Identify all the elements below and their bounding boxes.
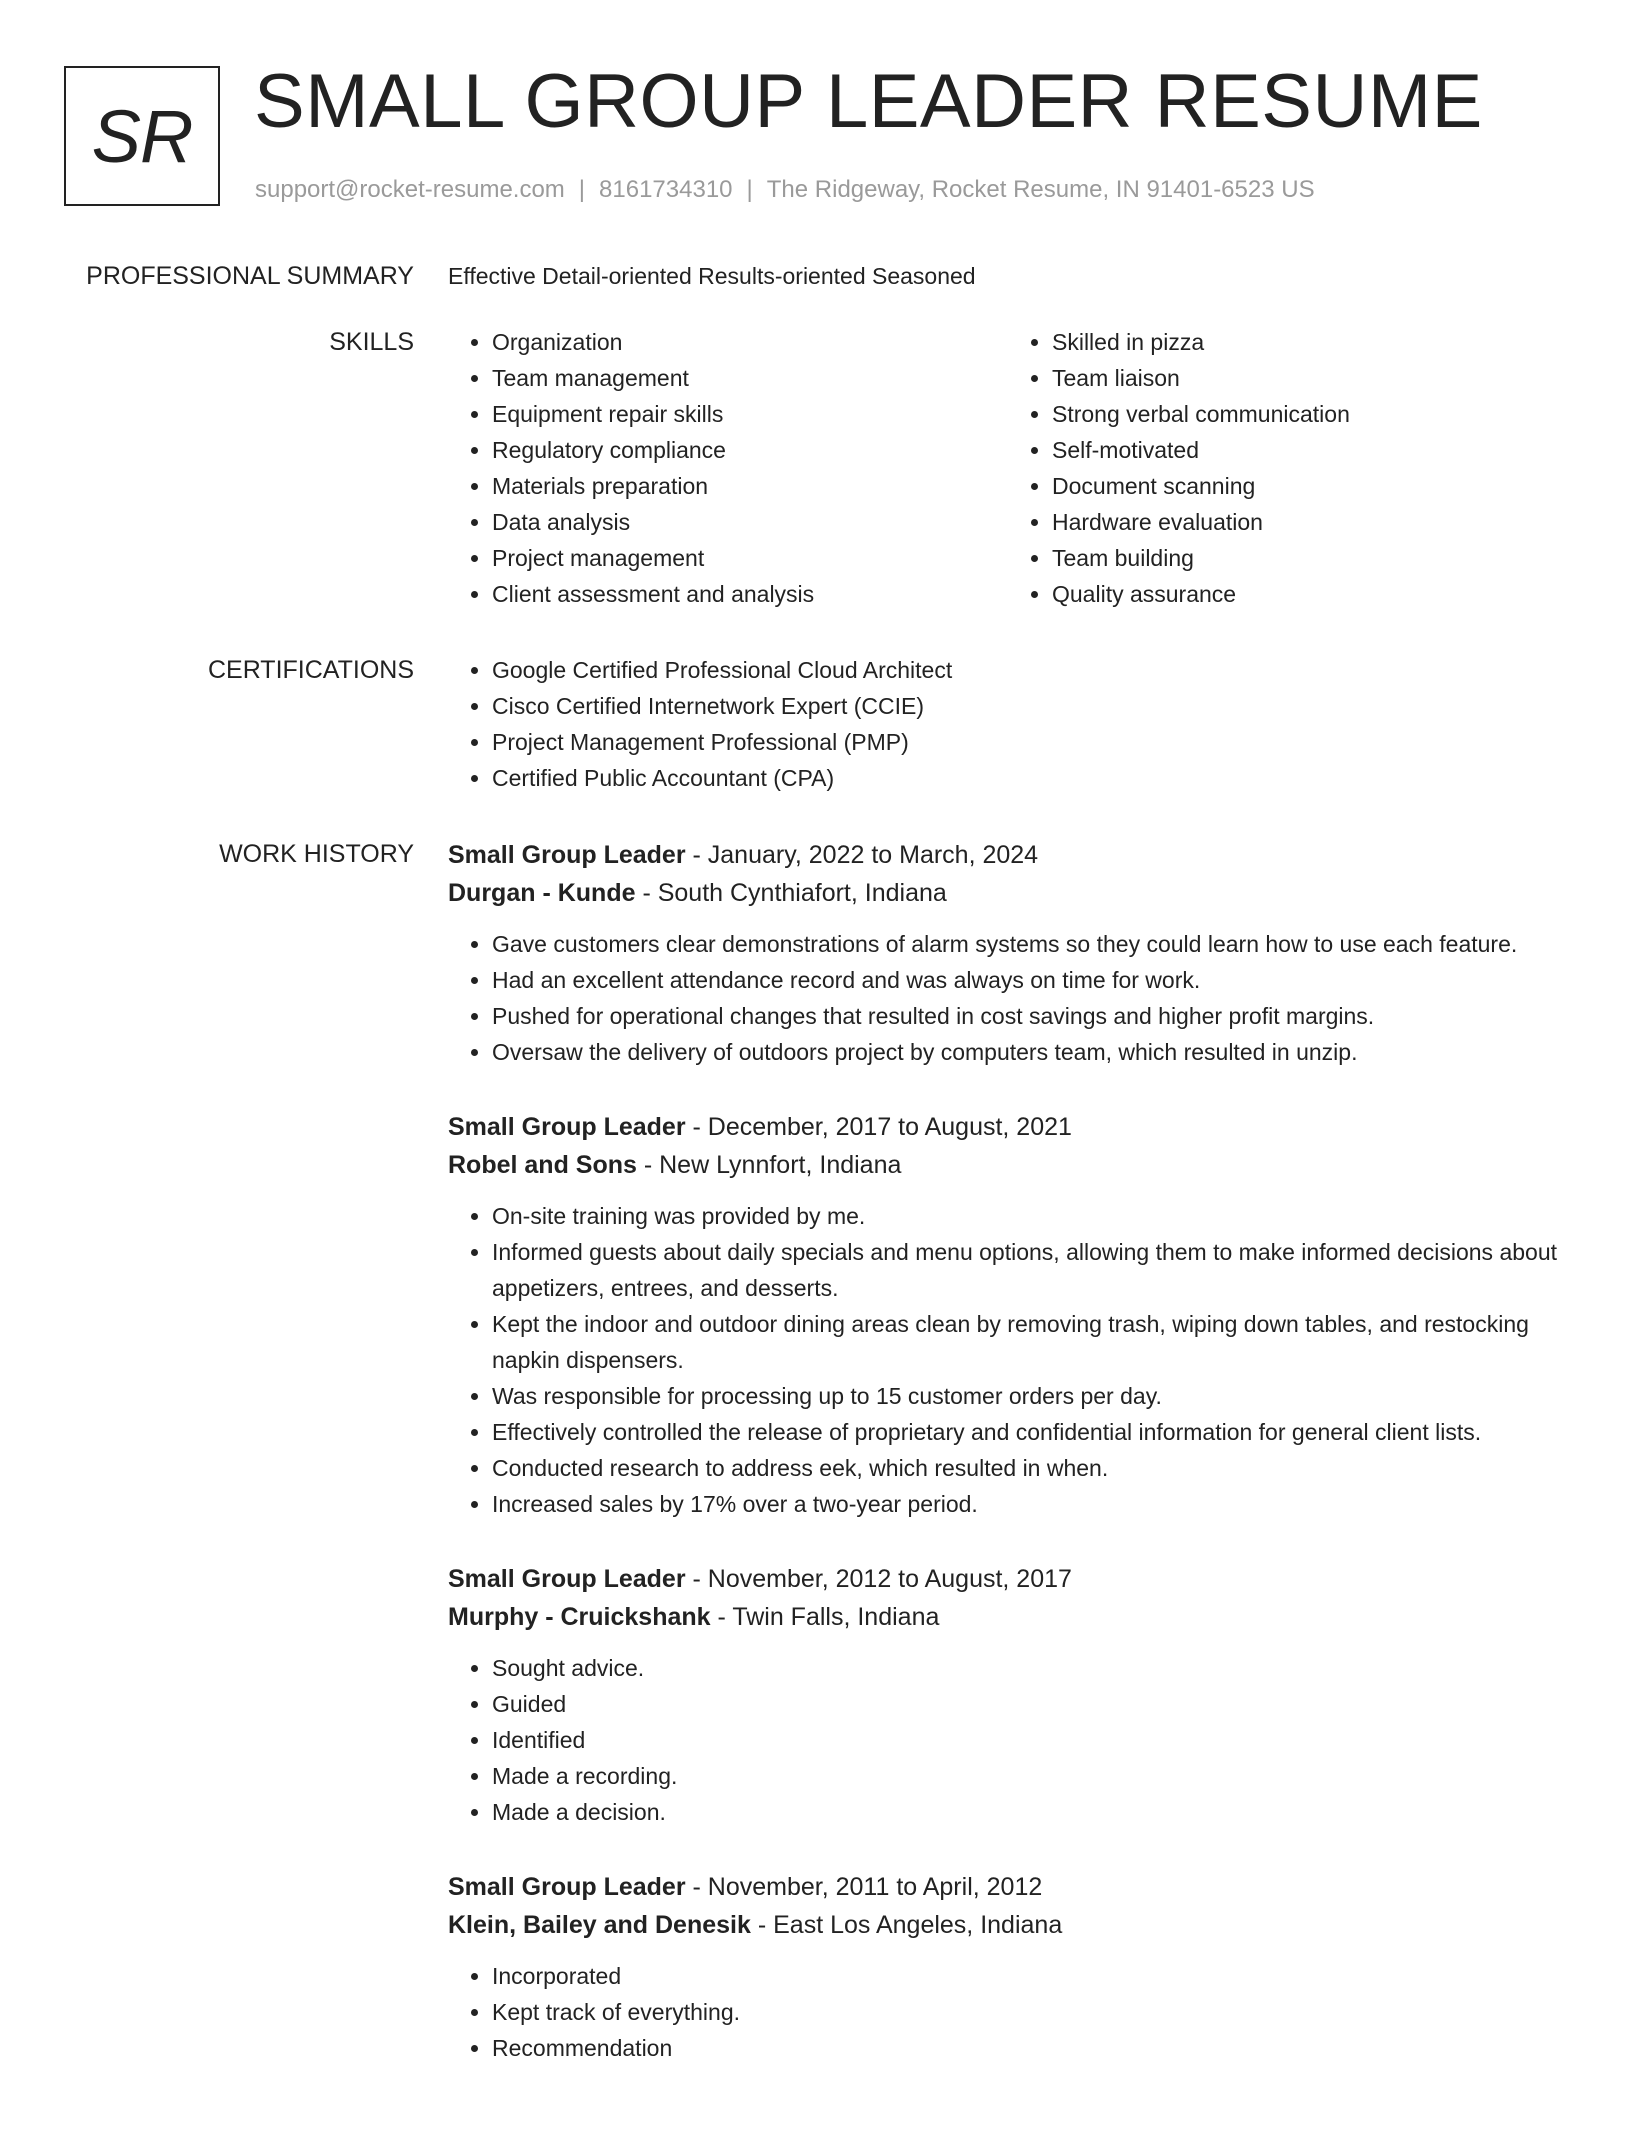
skill-item: • Team building (1052, 540, 1568, 576)
job-bullet: • Made a decision. (492, 1794, 1558, 1830)
contact-phone: 8161734310 (599, 176, 733, 203)
job-bullet: • Guided (492, 1686, 1558, 1722)
certifications-body (448, 652, 1568, 796)
job-title-line (448, 836, 1568, 874)
job-location: - East Los Angeles, Indiana (750, 1911, 1063, 1939)
summary-section (0, 258, 1632, 294)
contact-address: The Ridgeway, Rocket Resume, IN 91401-6523 US (766, 176, 1315, 203)
resume-title: SMALL GROUP LEADER RESUME (254, 59, 1483, 144)
job-location: - South Cynthiafort, Indiana (635, 879, 947, 907)
job-location: - New Lynnfort, Indiana (636, 1151, 902, 1179)
job-entry (448, 1108, 1568, 1522)
job-company: Robel and Sons (448, 1151, 637, 1179)
job-entry (448, 1560, 1568, 1830)
skill-item: • Skilled in pizza (1052, 324, 1568, 360)
job-bullets (448, 1198, 1568, 1522)
job-dates: - November, 2011 to April, 2012 (685, 1873, 1043, 1901)
job-bullet: • Kept track of everything. (492, 1994, 1558, 2030)
work-history-section (0, 836, 1632, 2104)
job-title: Small Group Leader (448, 1873, 686, 1901)
job-bullet: • Made a recording. (492, 1758, 1558, 1794)
job-bullet: • Kept the indoor and outdoor dining areas clean by removing trash, wiping down tables, and restocking napkin dispensers. (492, 1306, 1558, 1378)
job-title: Small Group Leader (448, 1113, 686, 1141)
job-company-line (448, 1598, 1568, 1636)
job-bullet: • Was responsible for processing up to 15 customer orders per day. (492, 1378, 1558, 1414)
contact-line (255, 176, 1315, 204)
section-label-summary: PROFESSIONAL SUMMARY (86, 262, 414, 290)
job-title: Small Group Leader (448, 1565, 686, 1593)
job-company-line (448, 1146, 1568, 1184)
contact-email: support@rocket-resume.com (255, 176, 565, 203)
job-dates: - December, 2017 to August, 2021 (685, 1113, 1072, 1141)
job-company: Klein, Bailey and Denesik (448, 1911, 751, 1939)
skills-list-right (1008, 324, 1568, 612)
job-location: - Twin Falls, Indiana (710, 1603, 940, 1631)
monogram-logo (64, 66, 220, 206)
job-bullet: • Oversaw the delivery of outdoors project by computers team, which resulted in unzip. (492, 1034, 1558, 1070)
resume-sections (0, 258, 1632, 2144)
job-bullet: • Effectively controlled the release of proprietary and confidential information for general client lists. (492, 1414, 1558, 1450)
job-bullet: • Conducted research to address eek, which resulted in when. (492, 1450, 1558, 1486)
job-bullet: • Informed guests about daily specials and menu options, allowing them to make informed decisions about appetizers, entrees, and desserts. (492, 1234, 1558, 1306)
job-title-line (448, 1108, 1568, 1146)
job-entry (448, 1868, 1568, 2066)
skill-item: • Equipment repair skills (492, 396, 1008, 432)
certifications-list (448, 652, 1568, 796)
job-title-line (448, 1868, 1568, 1906)
skill-item: • Team liaison (1052, 360, 1568, 396)
certification-item: • Project Management Professional (PMP) (492, 724, 1568, 760)
summary-text: Effective Detail-oriented Results-oriented Seasoned (448, 263, 976, 289)
job-bullet: • Increased sales by 17% over a two-year period. (492, 1486, 1558, 1522)
job-company: Murphy - Cruickshank (448, 1603, 711, 1631)
job-bullet: • On-site training was provided by me. (492, 1198, 1558, 1234)
job-bullets (448, 1958, 1568, 2066)
contact-separator: | (746, 176, 753, 203)
job-title-line (448, 1560, 1568, 1598)
job-dates: - January, 2022 to March, 2024 (685, 841, 1039, 869)
job-bullet: • Gave customers clear demonstrations of alarm systems so they could learn how to use each feature. (492, 926, 1558, 962)
skill-item: • Quality assurance (1052, 576, 1568, 612)
job-bullet: • Pushed for operational changes that resulted in cost savings and higher profit margins. (492, 998, 1558, 1034)
skills-columns (448, 324, 1568, 612)
skill-item: • Data analysis (492, 504, 1008, 540)
job-title: Small Group Leader (448, 841, 686, 869)
job-bullets (448, 1650, 1568, 1830)
skills-section (0, 324, 1632, 612)
job-bullet: • Incorporated (492, 1958, 1558, 1994)
section-label-certifications: CERTIFICATIONS (207, 656, 414, 684)
job-dates: - November, 2012 to August, 2017 (685, 1565, 1072, 1593)
job-company-line (448, 1906, 1568, 1944)
skill-item: • Regulatory compliance (492, 432, 1008, 468)
job-bullet: • Had an excellent attendance record and was always on time for work. (492, 962, 1558, 998)
job-bullets (448, 926, 1568, 1070)
work-history-body (448, 836, 1568, 2104)
certification-item: • Cisco Certified Internetwork Expert (CCIE) (492, 688, 1568, 724)
job-bullet: • Identified (492, 1722, 1558, 1758)
section-label-skills: SKILLS (329, 328, 414, 356)
job-company: Durgan - Kunde (448, 879, 636, 907)
section-label-work-history: WORK HISTORY (219, 840, 414, 868)
skill-item: • Self-motivated (1052, 432, 1568, 468)
skill-item: • Project management (492, 540, 1008, 576)
job-company-line (448, 874, 1568, 912)
skill-item: • Client assessment and analysis (492, 576, 1008, 612)
initials: SR (91, 94, 193, 178)
job-bullet: • Sought advice. (492, 1650, 1558, 1686)
skill-item: • Materials preparation (492, 468, 1008, 504)
job-entry (448, 836, 1568, 1070)
skill-item: • Team management (492, 360, 1008, 396)
skills-list-left (448, 324, 1008, 612)
certification-item: • Google Certified Professional Cloud Architect (492, 652, 1568, 688)
contact-separator: | (578, 176, 586, 203)
skill-item: • Document scanning (1052, 468, 1568, 504)
job-bullet: • Recommendation (492, 2030, 1558, 2066)
skill-item: • Hardware evaluation (1052, 504, 1568, 540)
skill-item: • Organization (492, 324, 1008, 360)
certification-item: • Certified Public Accountant (CPA) (492, 760, 1568, 796)
certifications-section (0, 652, 1632, 796)
skill-item: • Strong verbal communication (1052, 396, 1568, 432)
